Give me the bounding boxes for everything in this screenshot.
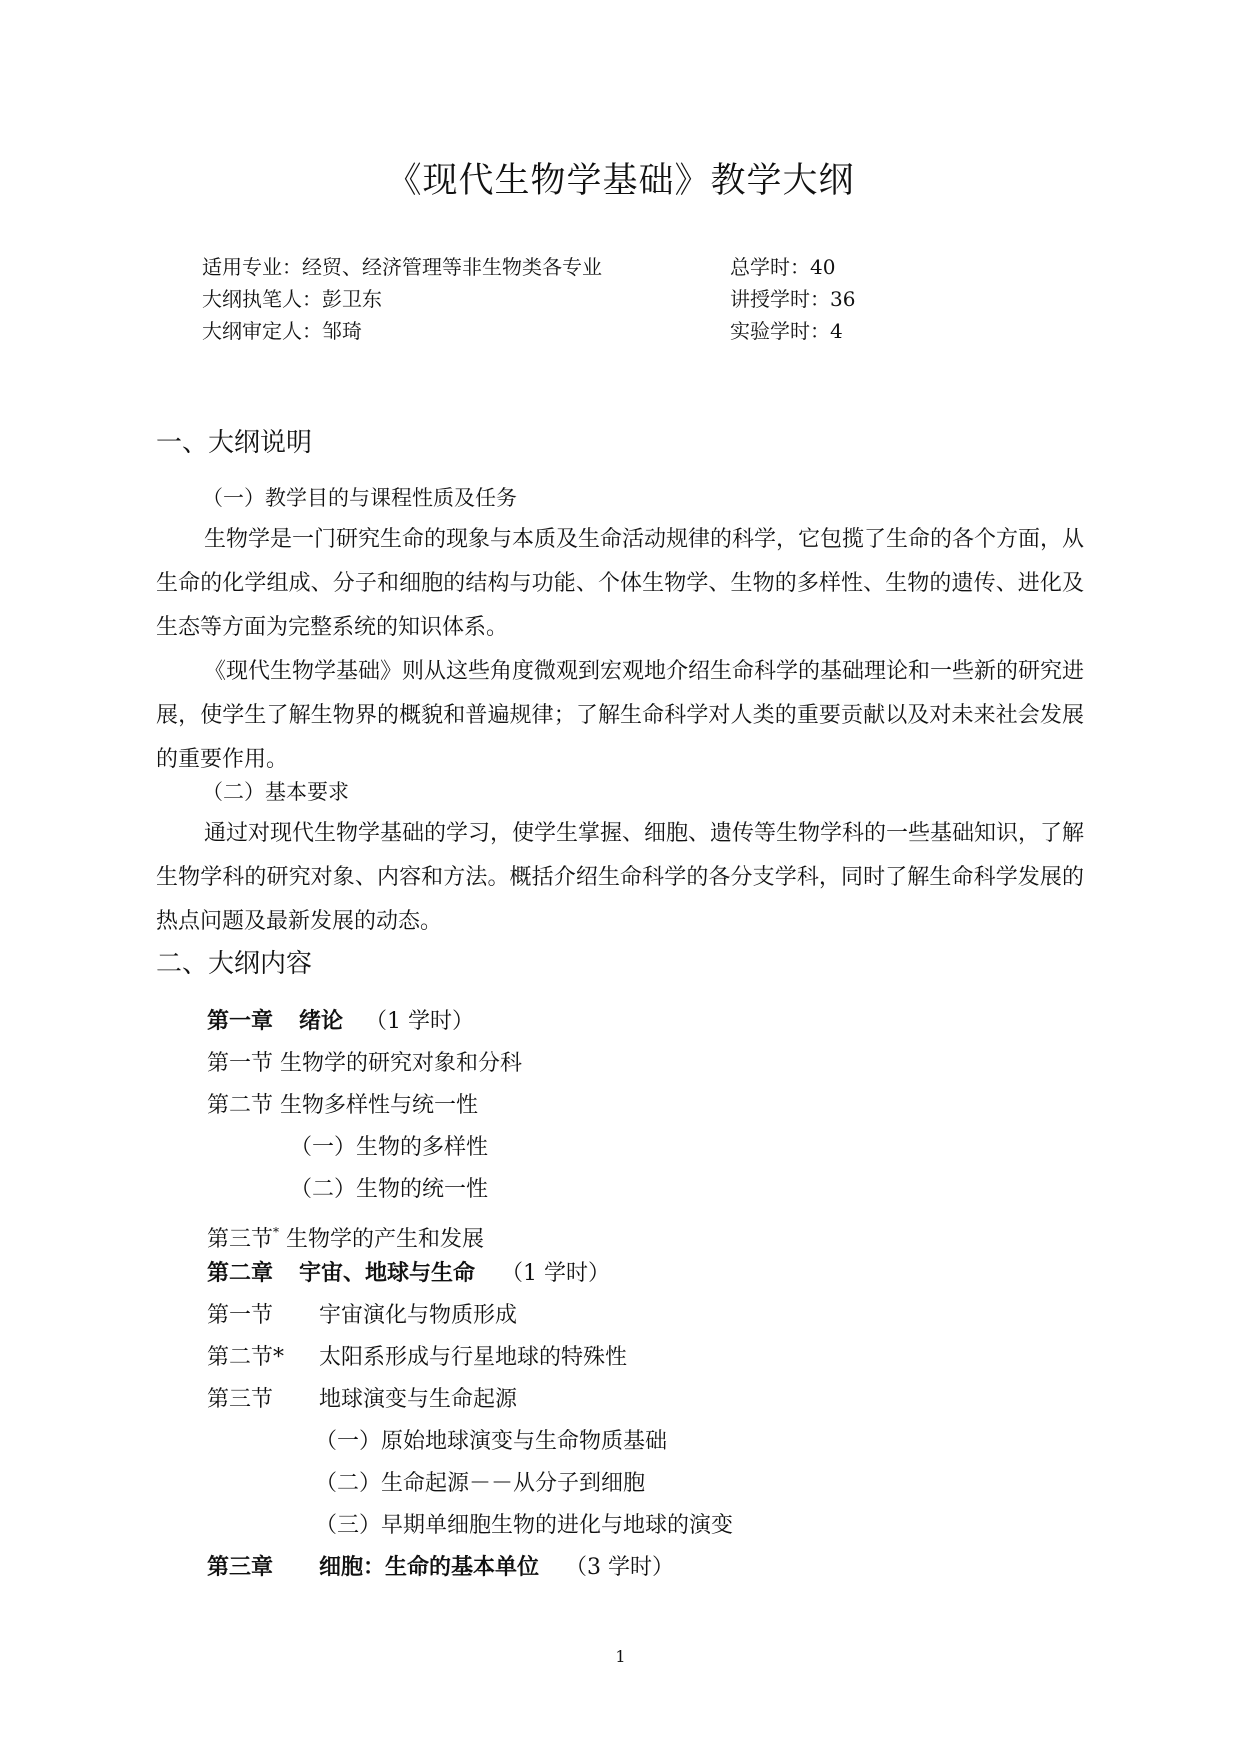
chapter-1-section-3-label: 第三节	[207, 1227, 274, 1252]
chapter-1-section-2-item-1: （一）生物的多样性	[290, 1135, 489, 1160]
section-heading-content: 二、大纲内容	[156, 949, 313, 979]
chapter-2-section-1-title: 宇宙演化与物质形成	[319, 1303, 518, 1328]
reviewer-label: 大纲审定人：	[202, 319, 322, 343]
chapter-3-heading	[207, 1552, 674, 1584]
chapter-2-hours: （1 学时）	[501, 1261, 611, 1286]
paragraph-intro: 生物学是一门研究生命的现象与本质及生命活动规律的科学，它包揽了生命的各个方面，从生命的化学组成、分子和细胞的结构与功能、个体生物学、生物的多样性、生物的遗传、进化及生态等方面为完整系统的知识体系。	[156, 527, 1085, 640]
lecture-hours-value: 36	[830, 287, 856, 311]
reviewer-value: 邹琦	[322, 319, 362, 343]
author-value: 彭卫东	[322, 287, 382, 311]
chapter-1-section-2: 第二节 生物多样性与统一性	[207, 1093, 478, 1118]
total-hours-label: 总学时：	[730, 255, 810, 279]
chapter-2-section-3-item-1: （一）原始地球演变与生命物质基础	[315, 1429, 668, 1454]
chapter-3-label: 第三章	[207, 1555, 274, 1580]
paragraph-requirements: 通过对现代生物学基础的学习，使学生掌握、细胞、遗传等生物学科的一些基础知识，了解生物学科的研究对象、内容和方法。概括介绍生命科学的各分支学科，同时了解生命科学发展的热点问题及最新发展的动态。	[156, 821, 1085, 934]
chapter-2-section-3-item-2: （二）生命起源－－从分子到细胞	[315, 1471, 646, 1496]
optional-marker: *	[273, 1225, 280, 1239]
chapter-2-section-3-item-3: （三）早期单细胞生物的进化与地球的演变	[315, 1513, 734, 1538]
subsection-heading-purpose: （一）教学目的与课程性质及任务	[202, 486, 517, 510]
chapter-3-hours: （3 学时）	[565, 1555, 675, 1580]
chapter-2-section-3	[207, 1384, 517, 1416]
chapter-1-hours: （1 学时）	[365, 1009, 475, 1034]
chapter-1-section-3	[207, 1216, 484, 1256]
lab-hours-field	[730, 316, 843, 346]
lab-hours-value: 4	[830, 319, 843, 343]
chapter-2-section-2-label: 第二节*	[207, 1345, 285, 1370]
lecture-hours-field	[730, 284, 855, 314]
major-field	[202, 252, 602, 282]
total-hours-value: 40	[810, 255, 836, 279]
chapter-3-name: 细胞：生命的基本单位	[319, 1555, 540, 1580]
chapter-2-section-1-label: 第一节	[207, 1303, 274, 1328]
chapter-2-section-2	[207, 1342, 627, 1374]
chapter-2-section-2-title: 太阳系形成与行星地球的特殊性	[319, 1345, 628, 1370]
chapter-1-label: 第一章	[207, 1009, 274, 1034]
chapter-1-heading	[207, 1006, 474, 1038]
lab-hours-label: 实验学时：	[730, 319, 830, 343]
subsection-heading-requirements: （二）基本要求	[202, 780, 349, 804]
chapter-1-section-3-title: 生物学的产生和发展	[279, 1227, 485, 1252]
paragraph-course: 《现代生物学基础》则从这些角度微观到宏观地介绍生命科学的基础理论和一些新的研究进展，使学生了解生物界的概貌和普遍规律；了解生命科学对人类的重要贡献以及对未来社会发展的重要作用。	[156, 659, 1085, 772]
author-field	[202, 284, 382, 314]
chapter-2-name: 宇宙、地球与生命	[299, 1261, 476, 1286]
chapter-2-section-3-label: 第三节	[207, 1387, 274, 1412]
chapter-1-name: 绪论	[299, 1009, 344, 1034]
reviewer-field	[202, 316, 362, 346]
total-hours-field	[730, 252, 835, 282]
lecture-hours-label: 讲授学时：	[730, 287, 830, 311]
chapter-2-section-3-title: 地球演变与生命起源	[319, 1387, 518, 1412]
major-label: 适用专业：	[202, 255, 302, 279]
chapter-2-section-1	[207, 1300, 517, 1332]
section-heading-outline: 一、大纲说明	[156, 428, 313, 458]
author-label: 大纲执笔人：	[202, 287, 322, 311]
major-value: 经贸、经济管理等非生物类各专业	[302, 255, 602, 279]
chapter-1-section-1: 第一节 生物学的研究对象和分科	[207, 1051, 522, 1076]
chapter-2-label: 第二章	[207, 1261, 274, 1286]
page-number: 1	[615, 1647, 626, 1666]
document-title: 《现代生物学基础》教学大纲	[386, 161, 855, 201]
chapter-2-heading	[207, 1258, 610, 1290]
chapter-1-section-2-item-2: （二）生物的统一性	[290, 1177, 489, 1202]
